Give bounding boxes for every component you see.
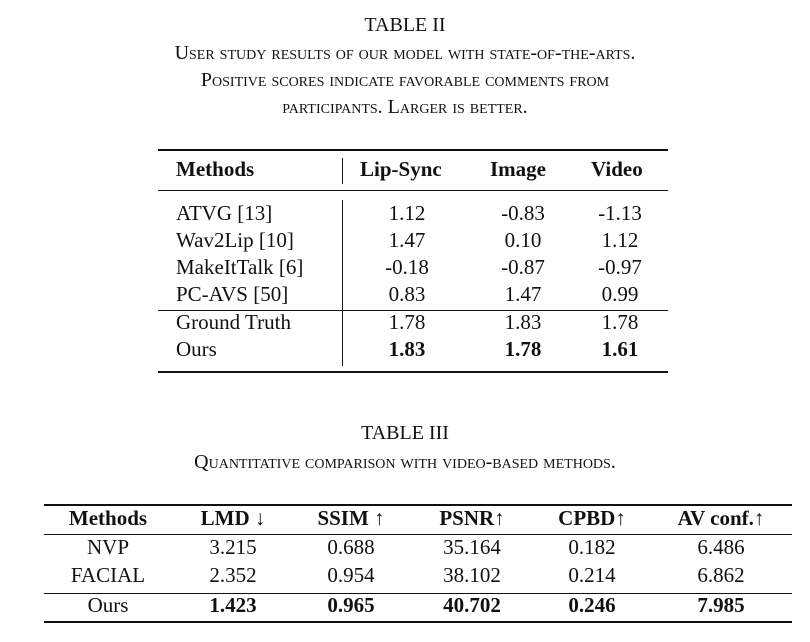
table3-header-avconf: AV conf.↑ (677, 506, 765, 530)
table2-header-methods: Methods (176, 157, 255, 181)
table3-cell-ssim: 0.688 (327, 535, 375, 559)
table3-cell-method: NVP (86, 535, 129, 559)
table2-cell-video: 1.12 (601, 228, 639, 252)
table2-cell-method: Ours (176, 337, 217, 361)
table3-cell-psnr: 40.702 (443, 593, 501, 617)
table2-cell-lipsync: 1.12 (388, 201, 426, 225)
table2-cell-method: Ground Truth (176, 310, 291, 334)
table3-cell-cpbd: 0.246 (568, 593, 616, 617)
table2-cell-method: ATVG [13] (176, 201, 273, 225)
table3-cell-method: FACIAL (70, 563, 146, 587)
table3-cell-lmd: 2.352 (209, 563, 257, 587)
table3-cell-method: Ours (87, 593, 129, 617)
table2-cell-lipsync: 1.78 (388, 310, 426, 334)
table3-label: TABLE III (361, 422, 449, 444)
table2-cell-image: 1.83 (504, 310, 542, 334)
table3-cell-cpbd: 0.182 (568, 535, 616, 559)
table2-cell-video: 0.99 (601, 282, 639, 306)
table2-header-image: Image (490, 157, 546, 181)
table3-header-ssim: SSIM ↑ (317, 506, 385, 530)
table3-cell-psnr: 35.164 (443, 535, 501, 559)
table2-top-rule (158, 149, 668, 151)
table3-cell-avconf: 6.862 (697, 563, 745, 587)
table2-header-divider (342, 158, 343, 184)
table2-caption-line-1: User study results of our model with state-of-the-arts. (174, 42, 636, 64)
table2-cell-image: -0.83 (501, 201, 545, 225)
table3-header-lmd: LMD ↓ (200, 506, 266, 530)
table2-header-rule (158, 190, 668, 191)
table3-cell-ssim: 0.954 (327, 563, 375, 587)
table2-cell-method: MakeItTalk [6] (176, 255, 304, 279)
table3-cell-lmd: 1.423 (209, 593, 257, 617)
table3-header-psnr: PSNR↑ (439, 506, 505, 530)
table2-cell-lipsync: -0.18 (385, 255, 429, 279)
table2-header-lipsync: Lip-Sync (360, 157, 442, 181)
table3-header-cpbd: CPBD↑ (558, 506, 626, 530)
table2-cell-lipsync: 1.83 (388, 337, 426, 361)
table2-cell-image: -0.87 (501, 255, 545, 279)
table3-cell-ssim: 0.965 (327, 593, 375, 617)
table2-body-divider (342, 200, 343, 366)
table2-label: TABLE II (364, 14, 446, 36)
table2-cell-video: 1.61 (601, 337, 639, 361)
table3-cell-lmd: 3.215 (209, 535, 257, 559)
table2-cell-lipsync: 0.83 (388, 282, 426, 306)
table2-cell-lipsync: 1.47 (388, 228, 426, 252)
table3-cell-avconf: 6.486 (697, 535, 745, 559)
table2-cell-video: 1.78 (601, 310, 639, 334)
table3-cell-cpbd: 0.214 (568, 563, 616, 587)
table3-bottom-rule (44, 621, 792, 623)
table2-cell-video: -1.13 (598, 201, 642, 225)
table2-cell-method: PC-AVS [50] (176, 282, 289, 306)
table2-bottom-rule (158, 371, 668, 373)
table3-caption: Quantitative comparison with video-based methods. (194, 451, 616, 473)
table2-header-video: Video (591, 157, 643, 181)
table3-cell-psnr: 38.102 (443, 563, 501, 587)
table2-caption-line-2: Positive scores indicate favorable comments from (200, 69, 610, 91)
table3-cell-avconf: 7.985 (697, 593, 745, 617)
table2-cell-image: 1.78 (504, 337, 542, 361)
table2-caption-line-3: participants. Larger is better. (282, 96, 528, 118)
table2-cell-image: 0.10 (504, 228, 542, 252)
table2-cell-method: Wav2Lip [10] (176, 228, 294, 252)
table2-cell-image: 1.47 (504, 282, 542, 306)
table2-cell-video: -0.97 (598, 255, 642, 279)
table3-header-methods: Methods (68, 506, 148, 530)
